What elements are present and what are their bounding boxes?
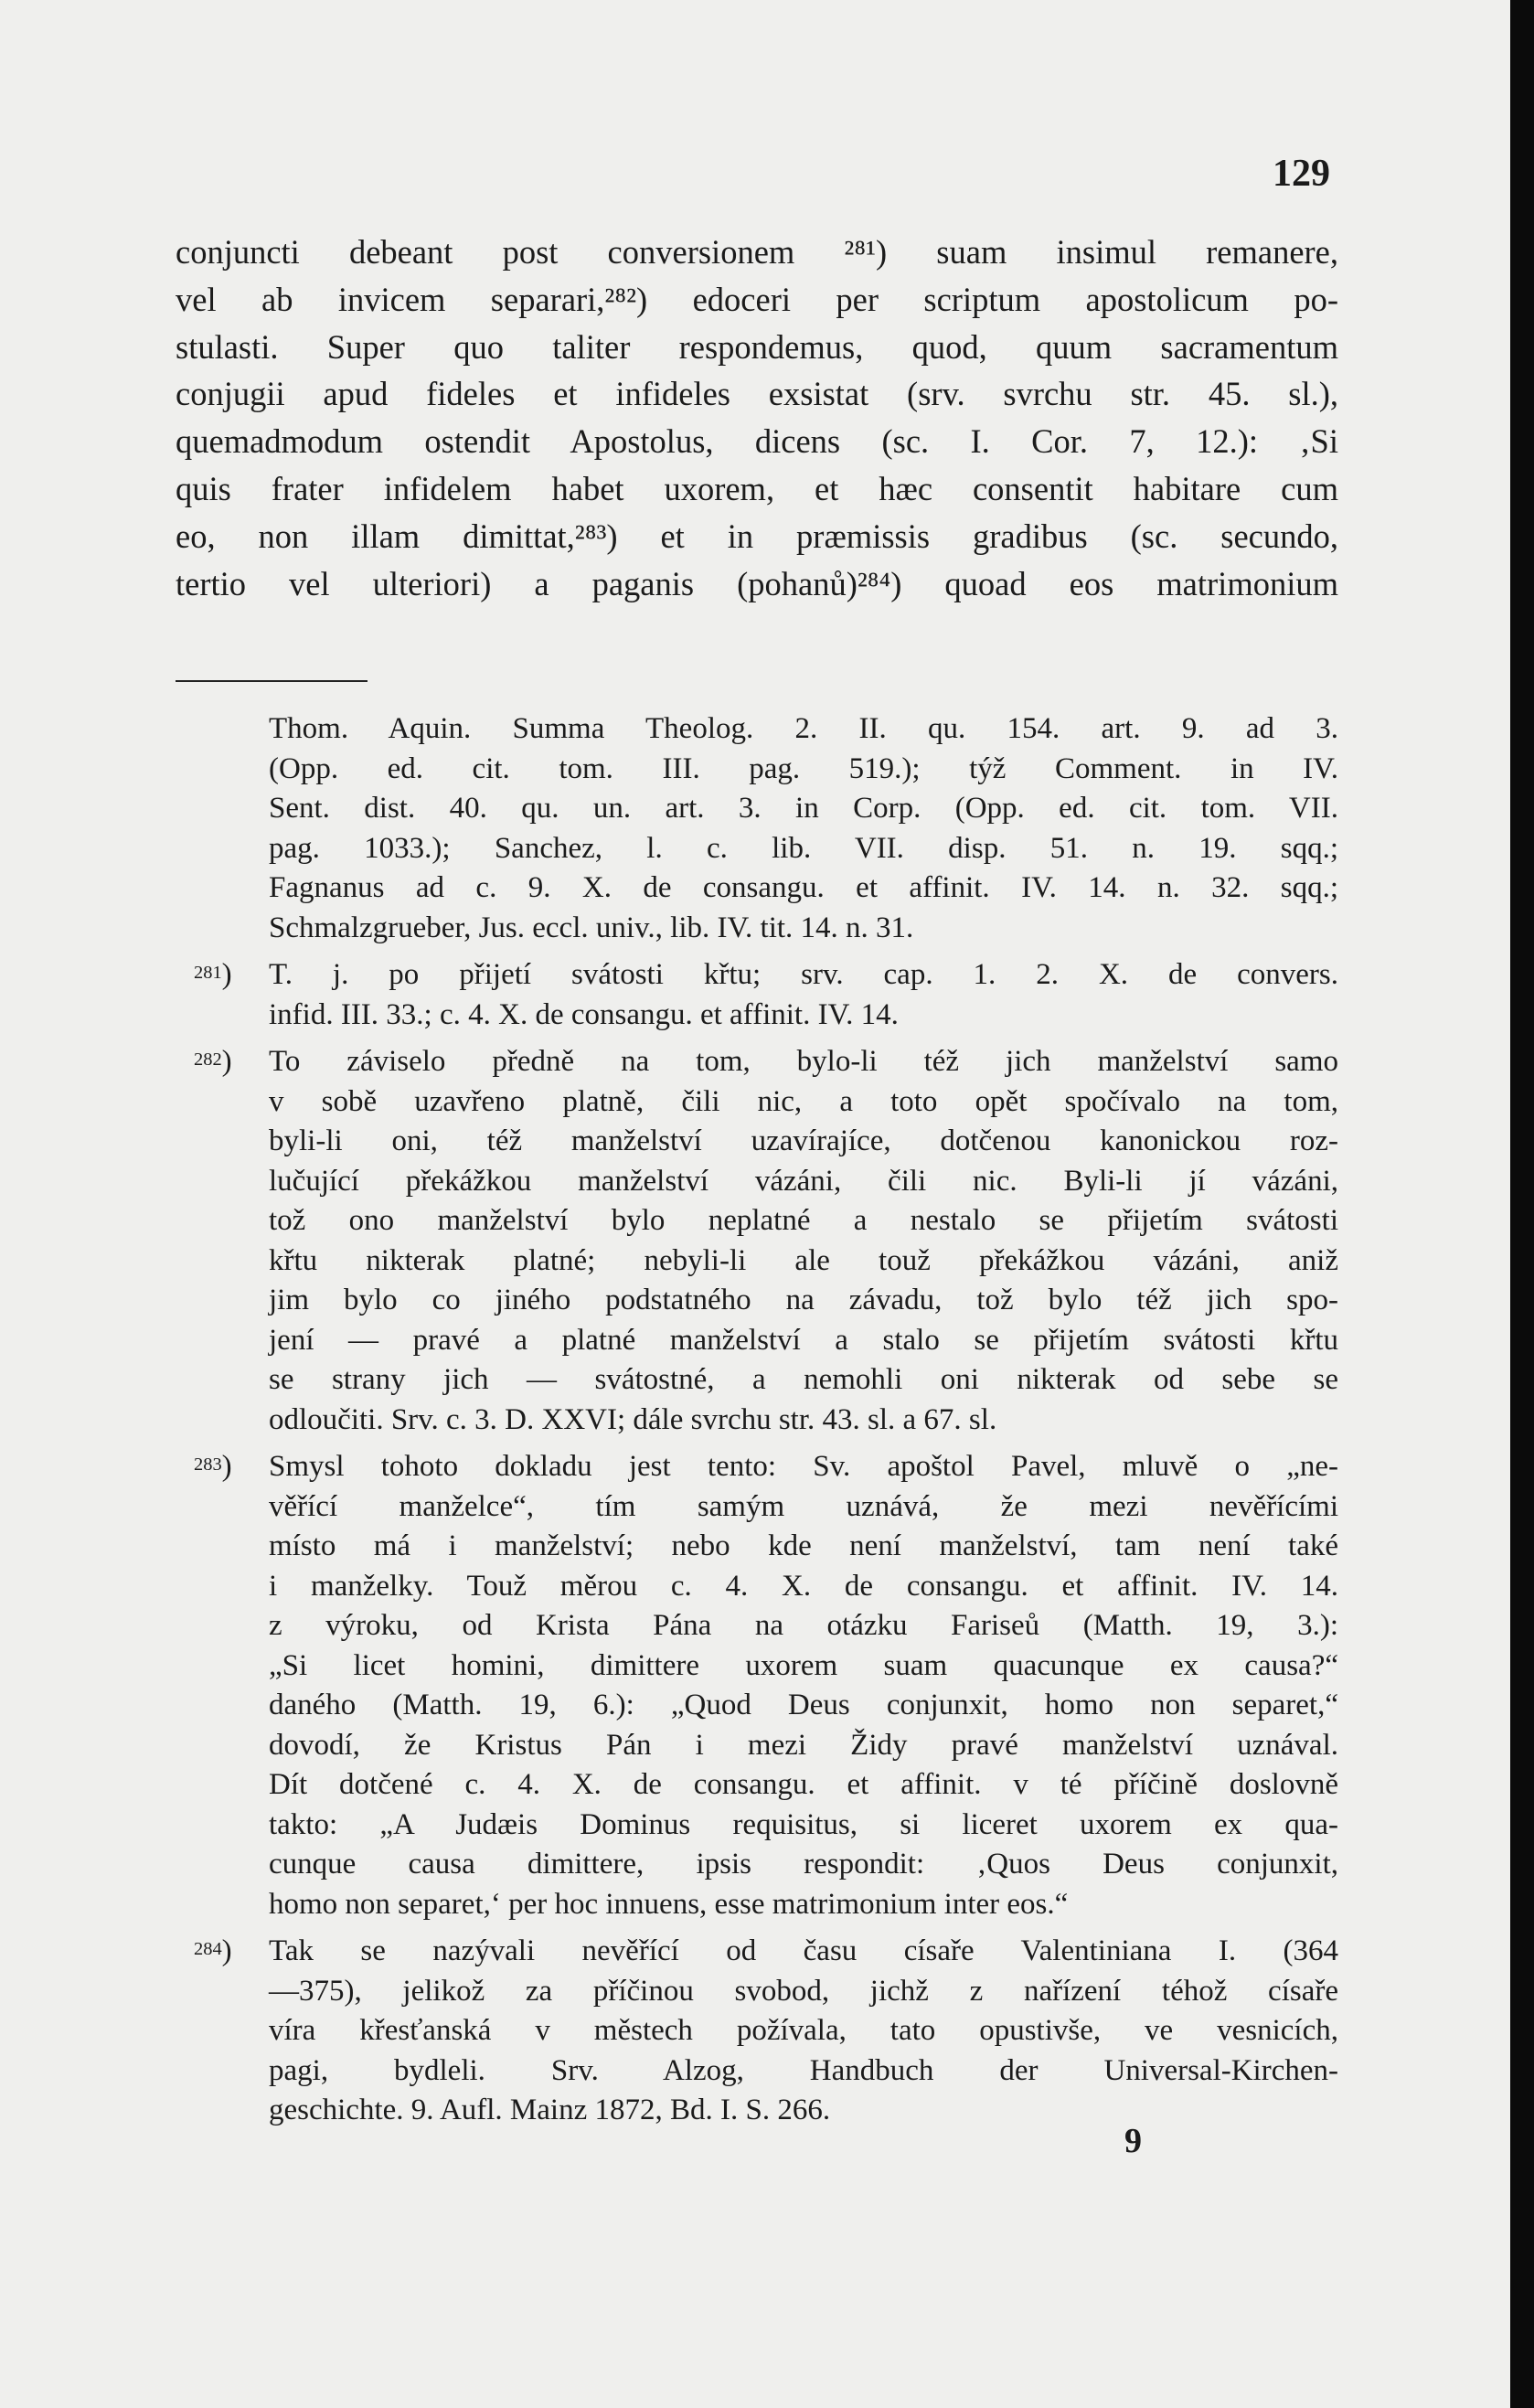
footnote-line: z výroku, od Krista Pána na otázku Fariseů (Matth. 19, 3.): xyxy=(269,1609,1338,1642)
footnote-line: v sobě uzavřeno platně, čili nic, a toto opět spočívalo na tom, xyxy=(269,1084,1338,1118)
footnote-line: tož ono manželství bylo neplatné a nestalo se přijetím svátosti xyxy=(269,1204,1338,1237)
footnote-line: daného (Matth. 19, 6.): „Quod Deus conjunxit, homo non separet,“ xyxy=(269,1689,1338,1721)
footnote-282 xyxy=(176,1042,1338,1440)
footnote-line: Thom. Aquin. Summa Theolog. 2. II. qu. 154. art. 9. ad 3. xyxy=(269,712,1338,745)
footnote-line: (Opp. ed. cit. tom. III. pag. 519.); týž Comment. in IV. xyxy=(269,751,1338,785)
footnote-divider xyxy=(176,680,368,682)
footnote-284 xyxy=(176,1932,1338,2131)
footnote-line: místo má i manželství; nebo kde není manželství, tam není také xyxy=(269,1529,1338,1562)
main-text-line: conjuncti debeant post conversionem ²⁸¹) suam insimul remanere, xyxy=(176,233,1338,271)
footnote-ref: $^{283}$) xyxy=(194,1450,232,1483)
footnote-line: Dít dotčené c. 4. X. de consangu. et affinit. v té příčině doslovně xyxy=(269,1768,1338,1801)
footnote-line: se strany jich — svátostné, a nemohli oni nikterak od sebe se xyxy=(269,1363,1338,1396)
main-text-line: vel ab invicem separari,²⁸²) edoceri per scriptum apostolicum po- xyxy=(176,280,1338,318)
footnote-line: To záviselo předně na tom, bylo-li též jich manželství samo xyxy=(269,1045,1338,1078)
footnote-continuation xyxy=(176,709,1338,948)
footnote-line: křtu nikterak platné; nebyli-li ale touž překážkou vázáni, aniž xyxy=(269,1243,1338,1277)
footnote-line: odloučiti. Srv. c. 3. D. XXVI; dále svrchu str. 43. sl. a 67. sl. xyxy=(269,1402,997,1436)
footnote-281 xyxy=(176,955,1338,1035)
footnote-line: byli-li oni, též manželství uzavírajíce, dotčenou kanonickou roz- xyxy=(269,1124,1338,1157)
footnote-line: pag. 1033.); Sanchez, l. c. lib. VII. disp. 51. n. 19. sqq.; xyxy=(269,831,1338,865)
footnote-line: „Si licet homini, dimittere uxorem suam quacunque ex causa?“ xyxy=(269,1648,1338,1682)
footnote-ref: $^{281}$) xyxy=(194,958,232,991)
main-text-line: eo, non illam dimittat,²⁸³) et in præmissis gradibus (sc. secundo, xyxy=(176,517,1338,555)
main-text-line: stulasti. Super quo taliter respondemus, quod, quum sacramentum xyxy=(176,327,1338,366)
footnote-line: Smysl tohoto dokladu jest tento: Sv. apoštol Pavel, mluvě o „ne- xyxy=(269,1450,1338,1483)
signature-mark: 9 xyxy=(1124,2122,1142,2160)
footnote-line: Fagnanus ad c. 9. X. de consangu. et affinit. IV. 14. n. 32. sqq.; xyxy=(269,871,1338,904)
footnote-line: cunque causa dimittere, ipsis respondit: ‚Quos Deus conjunxit, xyxy=(269,1848,1338,1881)
footnote-line: lučující překážkou manželství vázáni, čili nic. Byli-li jí vázáni, xyxy=(269,1164,1338,1198)
footnote-line: víra křesťanská v městech požívala, tato opustivše, ve vesnicích, xyxy=(269,2014,1338,2047)
footnote-ref: $^{284}$) xyxy=(194,1934,232,1967)
footnote-line: Sent. dist. 40. qu. un. art. 3. in Corp. (Opp. ed. cit. tom. VII. xyxy=(269,792,1338,825)
main-text-line: quemadmodum ostendit Apostolus, dicens (sc. I. Cor. 7, 12.): ‚Si xyxy=(176,422,1338,461)
footnote-line: věřící manželce“, tím samým uznává, že mezi nevěřícími xyxy=(269,1489,1338,1523)
main-text xyxy=(176,229,1338,607)
page-edge-shadow xyxy=(1510,0,1534,2408)
footnote-line: Tak se nazývali nevěřící od času císaře Valentiniana I. (364 xyxy=(269,1934,1338,1967)
footnote-line: i manželky. Touž měrou c. 4. X. de consangu. et affinit. IV. 14. xyxy=(269,1569,1338,1603)
footnote-line: homo non separet,‘ per hoc innuens, esse matrimonium inter eos.“ xyxy=(269,1887,1069,1921)
main-text-line: conjugii apud fideles et infideles exsistat (srv. svrchu str. 45. sl.), xyxy=(176,375,1338,413)
footnote-line: takto: „A Judæis Dominus requisitus, si liceret uxorem ex qua- xyxy=(269,1807,1338,1841)
footnote-line: jim bylo co jiného podstatného na závadu, tož bylo též jich spo- xyxy=(269,1284,1338,1316)
footnote-ref: $^{282}$) xyxy=(194,1045,232,1078)
main-text-line: tertio vel ulteriori) a paganis (pohanů)²⁸⁴) quoad eos matrimonium xyxy=(176,564,1338,602)
footnote-line: infid. III. 33.; c. 4. X. de consangu. et affinit. IV. 14. xyxy=(269,997,899,1031)
footnote-line: jení — pravé a platné manželství a stalo se přijetím svátosti křtu xyxy=(269,1323,1338,1357)
footnote-line: dovodí, že Kristus Pán i mezi Židy pravé manželství uznával. xyxy=(269,1728,1338,1762)
footnote-line: pagi, bydleli. Srv. Alzog, Handbuch der Universal-Kirchen- xyxy=(269,2053,1338,2087)
footnote-line: T. j. po přijetí svátosti křtu; srv. cap. 1. 2. X. de convers. xyxy=(269,958,1338,991)
page-number: 129 xyxy=(1273,153,1330,195)
footnote-line: —375), jelikož za příčinou svobod, jichž z nařízení téhož císaře xyxy=(269,1974,1338,2008)
footnote-line: Schmalzgrueber, Jus. eccl. univ., lib. IV. tit. 14. n. 31. xyxy=(269,911,914,944)
main-text-line: quis frater infidelem habet uxorem, et hæc consentit habitare cum xyxy=(176,469,1338,507)
footnote-283 xyxy=(176,1447,1338,1924)
footnote-line: geschichte. 9. Aufl. Mainz 1872, Bd. I. S. 266. xyxy=(269,2094,831,2126)
footnotes xyxy=(176,709,1338,2138)
